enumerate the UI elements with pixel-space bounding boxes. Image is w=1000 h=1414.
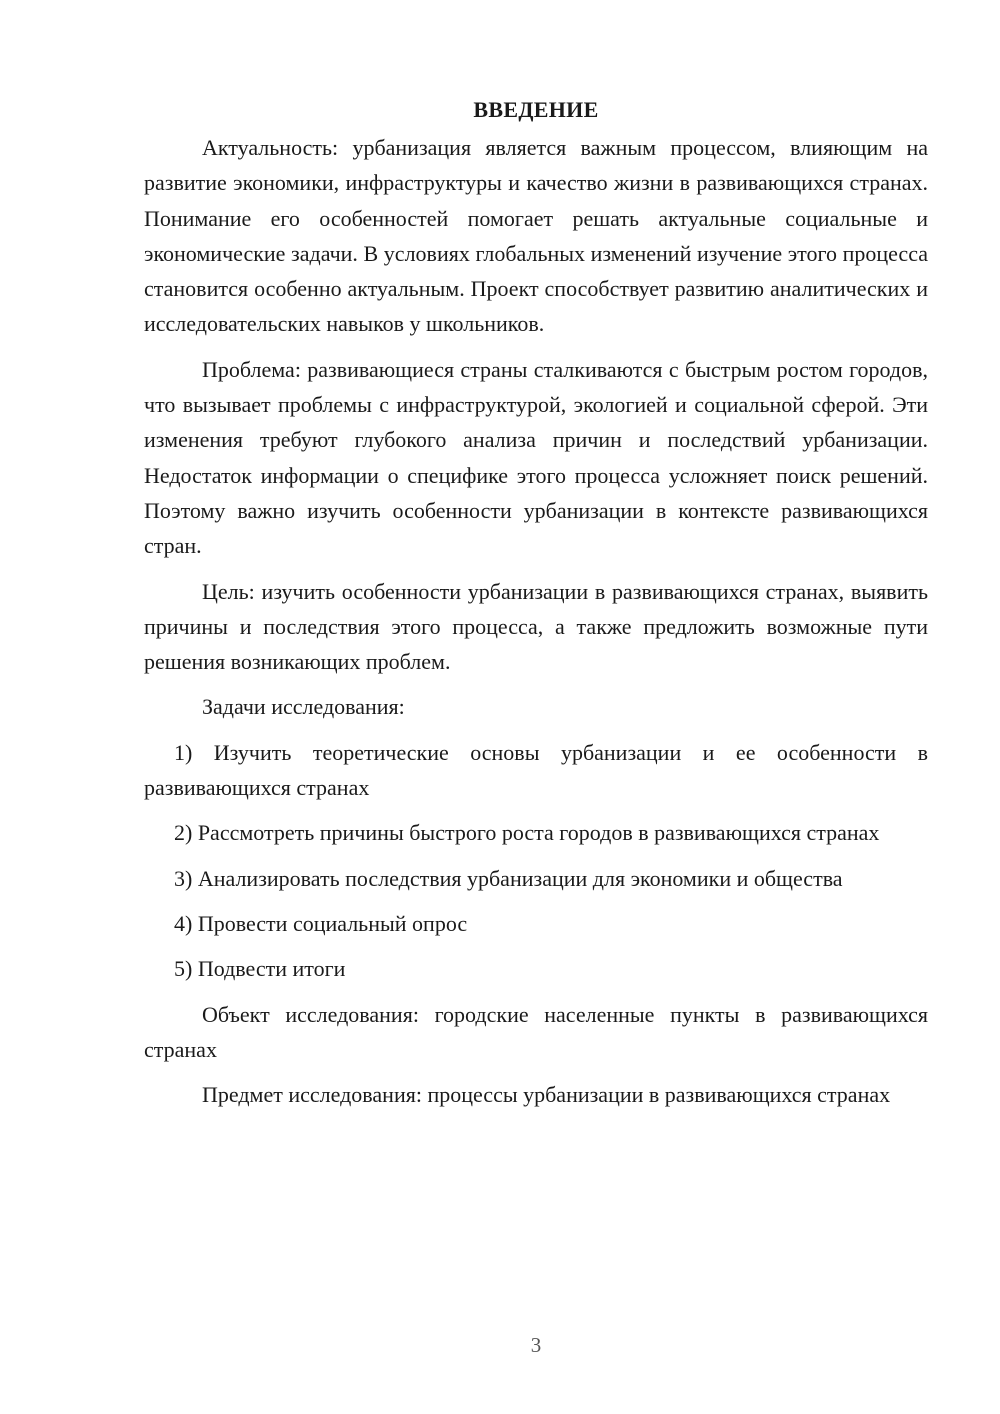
task-item-5: 5) Подвести итоги	[174, 956, 346, 982]
task-item-2: 2) Рассмотреть причины быстрого роста городов в развивающихся странах	[174, 820, 880, 846]
tasks-heading: Задачи исследования:	[202, 694, 405, 720]
goal-paragraph: Цель: изучить особенности урбанизации в развивающихся странах, выявить причины и последствия этого процесса, а также предложить возможные пути решения возникающих проблем.	[144, 578, 928, 675]
relevance-paragraph: Актуальность: урбанизация является важным процессом, влияющим на развитие экономики, инфраструктуры и качество жизни в развивающихся странах. Понимание его особенностей помогает решать актуальные социальные и экономические задачи. В условиях глобальных изменений изучение этого процесса становится особенно актуальным. Проект способствует развитию аналитических и исследовательских навыков у школьников.	[144, 135, 928, 337]
task-item-4: 4) Провести социальный опрос	[174, 910, 468, 936]
page-title: ВВЕДЕНИЕ	[473, 97, 599, 122]
task-item-3: 3) Анализировать последствия урбанизации для экономики и общества	[174, 865, 843, 891]
subject-paragraph: Предмет исследования: процессы урбанизации в развивающихся странах	[202, 1082, 891, 1108]
document-page	[144, 94, 928, 1122]
task-item-1: 1) Изучить теоретические основы урбанизации и ее особенности в развивающихся странах	[144, 739, 928, 801]
problem-paragraph: Проблема: развивающиеся страны сталкиваются с быстрым ростом городов, что вызывает проблемы с инфраструктурой, экологией и социальной сферой. Эти изменения требуют глубокого анализа причин и последствий урбанизации. Недостаток информации о специфике этого процесса усложняет поиск решений. Поэтому важно изучить особенности урбанизации в контексте развивающихся стран.	[144, 356, 928, 559]
object-paragraph: Объект исследования: городские населенные пункты в развивающихся странах	[144, 1001, 928, 1062]
page-number: 3	[530, 1333, 542, 1357]
